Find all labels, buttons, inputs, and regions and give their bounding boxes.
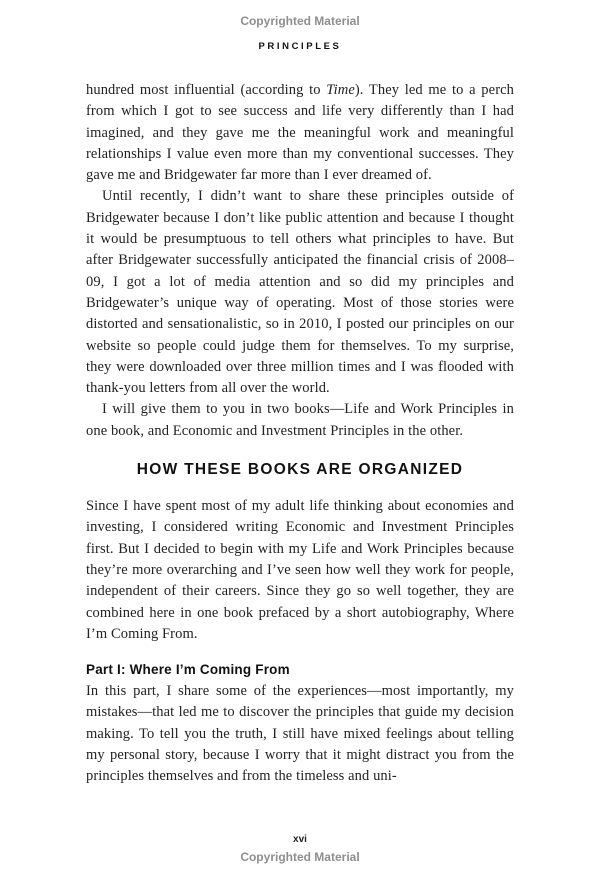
- paragraph-4: Since I have spent most of my adult life thinking about economies and investing, I considered writing Economic and Investment Principles first. But I decided to begin with my Life and Work Principles because they’re more overarching and I’ve seen how well they work for people, independent of their careers. Since they go so well together, they are combined here in one book prefaced by a short autobiography, Where I’m Coming From.: [86, 498, 514, 642]
- text-block: [86, 80, 514, 788]
- section-heading: HOW THESE BOOKS ARE ORGANIZED: [136, 461, 464, 479]
- page-footer: [0, 834, 600, 864]
- paragraph-5: In this part, I share some of the experiences—most importantly, my mistakes—that led me to discover the principles that guide my decision making. To tell you the truth, I still have mixed feelings about telling my personal story, because I worry that it might distract you from the principles themselves and from the timeless and uni-: [86, 683, 514, 785]
- paragraph-1-text-post: ). They led me to a perch from which I got to see success and life very differently than I had imagined, and they gave me the meaningful work and meaningful relationships I value even more than my conventional successes. They gave me and Bridgewater far more than I ever dreamed of.: [86, 82, 515, 184]
- italic-magazine-title: Time: [326, 82, 355, 98]
- paragraph-2: Until recently, I didn’t want to share these principles outside of Bridgewater because I don’t like public attention and because I thought it would be presumptuous to tell others what principles to have. But after Bridgewater successfully anticipated the financial crisis of 2008–09, I got a lot of media attention and so did my principles and Bridgewater’s unique way of operating. Most of those stories were distorted and sensationalistic, so in 2010, I posted our principles on our website so people could judge them for themselves. To my surprise, they were downloaded over three million times and I was flooded with thank-you letters from all over the world.: [86, 188, 514, 397]
- paragraph-3: I will give them to you in two books—Life and Work Principles in one book, and Economic and Investment Principles in the other.: [86, 401, 514, 439]
- page-number: xvi: [293, 834, 307, 845]
- part-heading: Part I: Where I’m Coming From: [86, 662, 290, 678]
- running-head-book-title: PRINCIPLES: [258, 41, 342, 52]
- paragraph-1-text-pre: hundred most influential (according to: [86, 82, 327, 98]
- top-copyright-notice: Copyrighted Material: [240, 14, 360, 28]
- bottom-copyright-notice: Copyrighted Material: [240, 850, 360, 864]
- paragraph-1: [86, 80, 514, 186]
